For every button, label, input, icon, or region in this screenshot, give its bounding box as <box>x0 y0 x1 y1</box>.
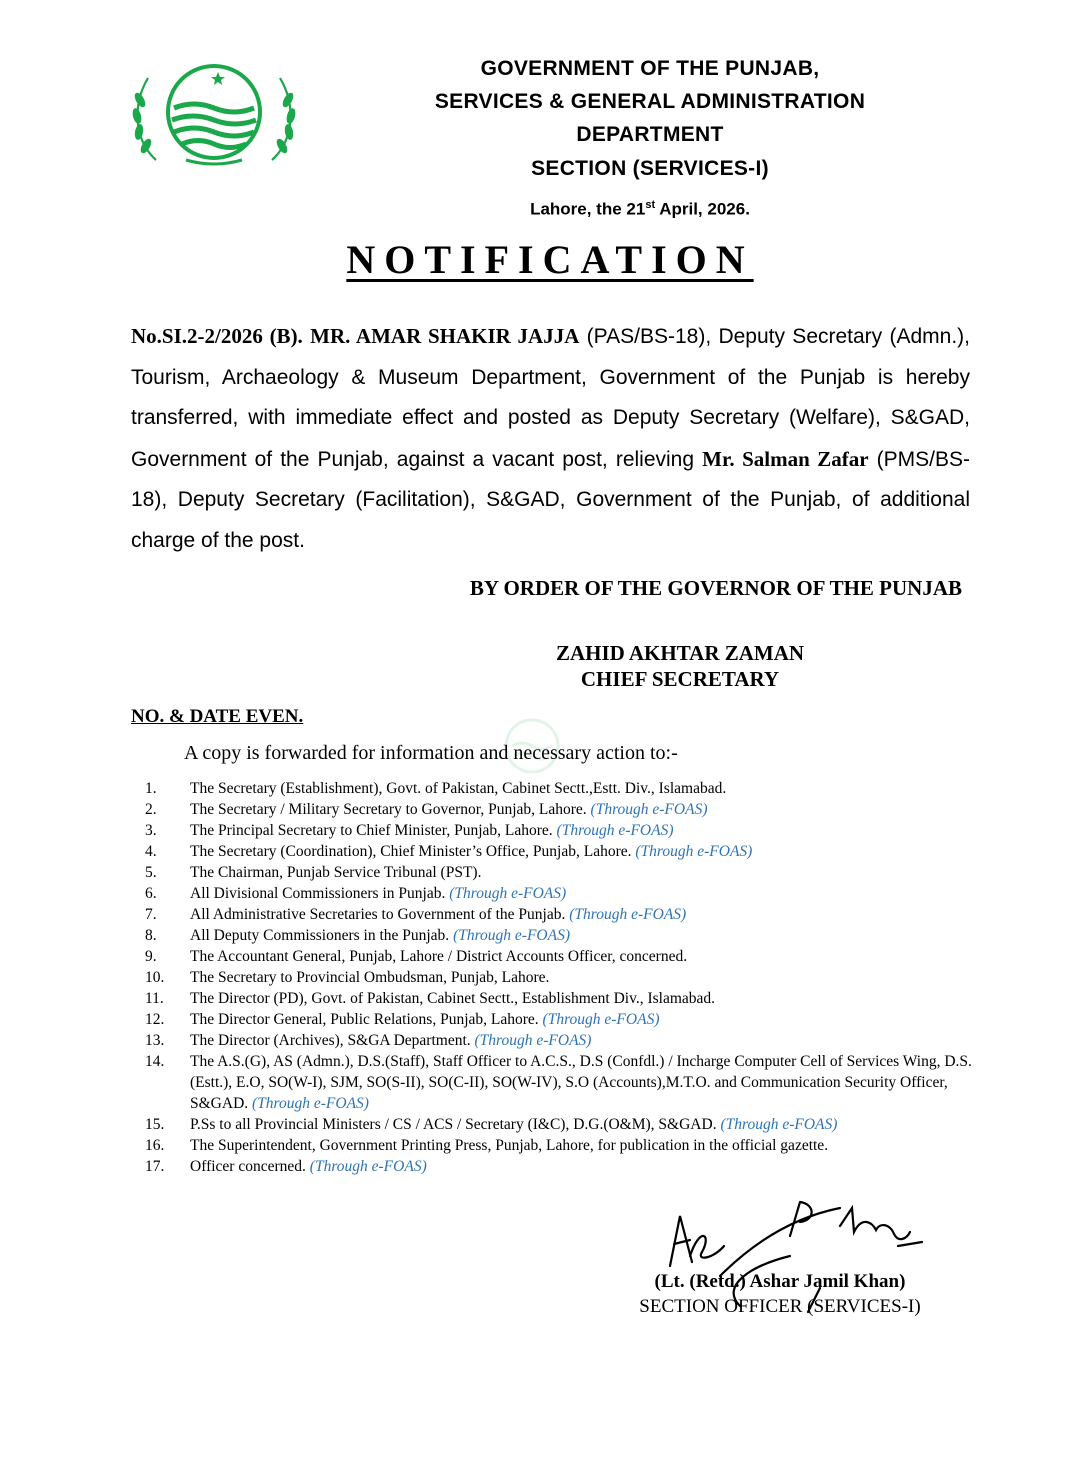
list-item-number: 7. <box>145 906 157 923</box>
list-item-number: 3. <box>145 822 157 839</box>
list-item-number: 13. <box>145 1032 165 1049</box>
list-item-text: The Accountant General, Punjab, Lahore / District Accounts Officer, concerned. <box>190 948 688 965</box>
through-efoas-note: (Through e-FOAS) <box>309 1158 427 1175</box>
list-item <box>131 862 991 883</box>
section-officer-name: (Lt. (Retd.) Ashar Jamil Khan) <box>654 1271 906 1292</box>
through-efoas-note: (Through e-FOAS) <box>474 1032 592 1049</box>
date-prefix: Lahore, the 21 <box>530 199 646 219</box>
list-item-text: Officer concerned. <box>190 1158 310 1175</box>
chief-secretary-title: CHIEF SECRETARY <box>580 667 780 691</box>
notification-title <box>250 236 850 283</box>
list-item-number: 8. <box>145 927 157 944</box>
order-line: BY ORDER OF THE GOVERNOR OF THE PUNJAB <box>469 576 962 600</box>
list-item <box>131 1114 991 1135</box>
list-item-text: The Secretary to Provincial Ombudsman, Punjab, Lahore. <box>190 969 550 986</box>
section-officer-title: SECTION OFFICER (SERVICES-I) <box>639 1296 921 1317</box>
list-item-text: The Principal Secretary to Chief Minister, Punjab, Lahore. <box>190 822 557 839</box>
list-item-text: The Secretary / Military Secretary to Governor, Punjab, Lahore. <box>190 801 591 818</box>
officer-name: MR. AMAR SHAKIR JAJJA <box>310 324 580 348</box>
list-item <box>131 841 991 862</box>
number-date-even: NO. & DATE EVEN. <box>131 706 304 727</box>
list-item-number: 14. <box>145 1053 165 1070</box>
list-item <box>131 988 991 1009</box>
list-item <box>131 883 991 904</box>
list-item <box>131 904 991 925</box>
notification-body <box>131 316 970 561</box>
list-item <box>131 946 991 967</box>
through-efoas-note: (Through e-FOAS) <box>556 822 674 839</box>
list-item-text: The Director (PD), Govt. of Pakistan, Cabinet Sectt., Establishment Div., Islamabad. <box>190 990 716 1007</box>
list-item-number: 2. <box>145 801 157 818</box>
list-item-number: 4. <box>145 843 157 860</box>
through-efoas-note: (Through e-FOAS) <box>569 906 687 923</box>
date-rest: April, 2026. <box>655 199 750 219</box>
list-item-text: P.Ss to all Provincial Ministers / CS / ACS / Secretary (I&C), D.G.(O&M), S&GAD. <box>190 1116 721 1133</box>
date-suffix: st <box>645 199 656 211</box>
list-item <box>131 967 991 988</box>
list-item-text: All Divisional Commissioners in Punjab. <box>190 885 450 902</box>
header-line-1: GOVERNMENT OF THE PUNJAB, <box>480 57 820 80</box>
through-efoas-note: (Through e-FOAS) <box>542 1011 660 1028</box>
list-item-text: The Secretary (Establishment), Govt. of Pakistan, Cabinet Sectt.,Estt. Div., Islamabad. <box>190 780 727 797</box>
list-item <box>131 799 991 820</box>
list-item <box>131 1009 991 1030</box>
list-item-number: 17. <box>145 1158 165 1175</box>
list-item-number: 12. <box>145 1011 165 1028</box>
through-efoas-note: (Through e-FOAS) <box>453 927 571 944</box>
through-efoas-note: (Through e-FOAS) <box>720 1116 838 1133</box>
list-item-text: The Director General, Public Relations, Punjab, Lahore. <box>190 1011 543 1028</box>
list-item-number: 11. <box>145 990 164 1007</box>
header-line-3: DEPARTMENT <box>576 123 724 146</box>
body-text-2: (PMS/BS-18), Deputy Secretary (Facilitation), S&GAD, Government of the Punjab, of additional charge of the post. <box>131 447 970 552</box>
date-line <box>440 199 840 220</box>
header-line-2: SERVICES & GENERAL ADMINISTRATION <box>434 90 866 113</box>
list-item <box>131 1051 991 1114</box>
body-text-1: (PAS/BS-18), Deputy Secretary (Admn.), Tourism, Archaeology & Museum Department, Government of the Punjab is hereby transferred, with immediate effect and posted as Deputy Secretary (Welfare), S&GAD, Government of the Punjab, against a vacant post, relieving <box>131 325 970 471</box>
chief-secretary-name: ZAHID AKHTAR ZAMAN <box>555 641 805 665</box>
list-item-text: All Deputy Commissioners in the Punjab. <box>190 927 454 944</box>
header-line-4: SECTION (SERVICES-I) <box>531 157 769 180</box>
through-efoas-note: (Through e-FOAS) <box>252 1095 369 1112</box>
list-item-text: All Administrative Secretaries to Government of the Punjab. <box>190 906 570 923</box>
list-item <box>131 1135 991 1156</box>
forward-line: A copy is forwarded for information and necessary action to:- <box>184 742 678 764</box>
list-item-text: The Chairman, Punjab Service Tribunal (PST). <box>190 864 482 881</box>
list-item-number: 6. <box>145 885 157 902</box>
notification-title-text: NOTIFICATION <box>346 237 754 282</box>
list-item <box>131 1156 991 1177</box>
punjab-government-logo-icon <box>126 60 302 176</box>
list-item-number: 5. <box>145 864 157 881</box>
through-efoas-note: (Through e-FOAS) <box>635 843 753 860</box>
through-efoas-note: (Through e-FOAS) <box>449 885 567 902</box>
list-item <box>131 778 991 799</box>
list-item-number: 16. <box>145 1137 165 1154</box>
reference-number: No.SI.2-2/2026 (B). <box>131 324 303 348</box>
distribution-list <box>131 778 991 1177</box>
through-efoas-note: (Through e-FOAS) <box>590 801 708 818</box>
list-item-text: The Secretary (Coordination), Chief Minister’s Office, Punjab, Lahore. <box>190 843 636 860</box>
list-item-number: 10. <box>145 969 165 986</box>
list-item <box>131 925 991 946</box>
list-item-text: The Director (Archives), S&GA Department. <box>190 1032 475 1049</box>
list-item-number: 1. <box>145 780 157 797</box>
list-item-text: The Superintendent, Government Printing Press, Punjab, Lahore, for publication in the official gazette. <box>190 1137 829 1154</box>
list-item <box>131 1030 991 1051</box>
list-item-number: 9. <box>145 948 157 965</box>
list-item-number: 15. <box>145 1116 165 1133</box>
relieved-officer-name: Mr. Salman Zafar <box>702 446 869 471</box>
list-item <box>131 820 991 841</box>
list-item-text: The A.S.(G), AS (Admn.), D.S.(Staff), Staff Officer to A.C.S., D.S (Confdl.) / Incharge Computer Cell of Services Wing, D.S.(Estt.), E.O, SO(W-I), SJM, SO(S-II), SO(C-II), SO(W-IV), S.O (Accounts),M.T.O. and Communication Security Officer, S&GAD. <box>190 1053 972 1112</box>
